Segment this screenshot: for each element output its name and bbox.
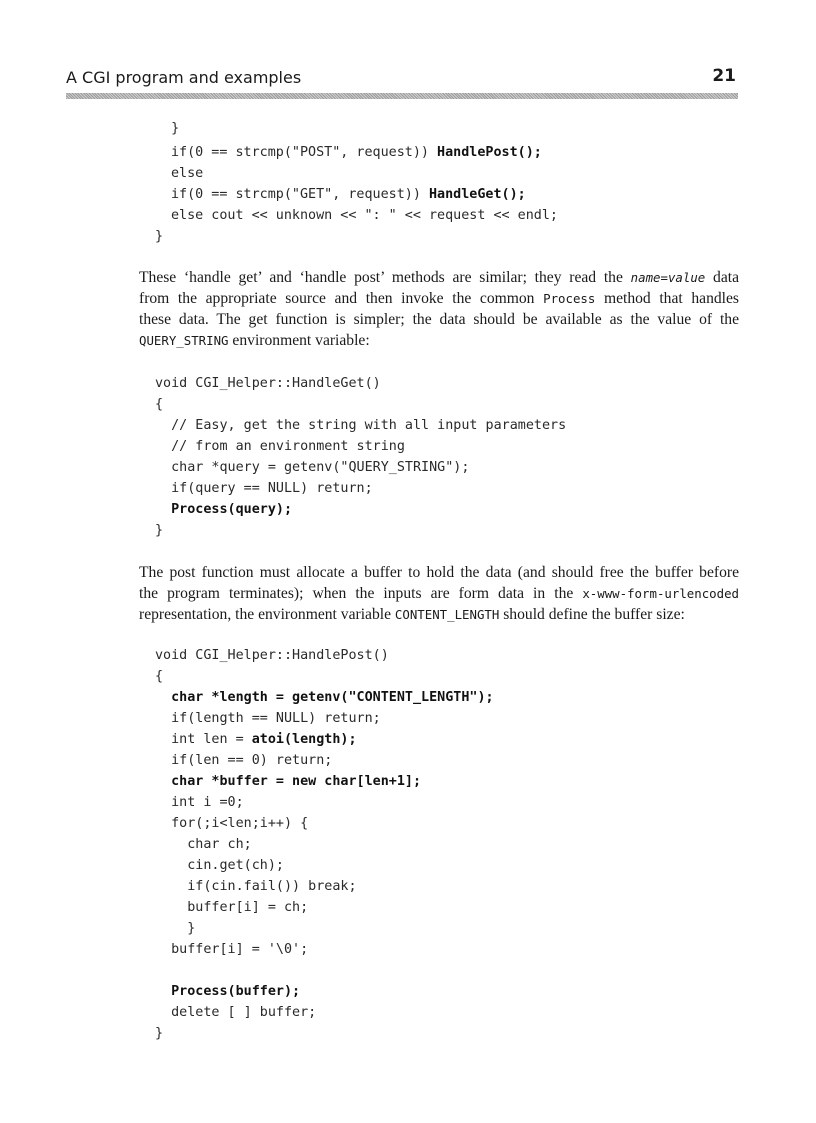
code-line: { [155, 669, 164, 684]
code-line: else [171, 166, 204, 181]
code-line: } [155, 1026, 164, 1041]
code-line: if(length == NULL) return; [155, 711, 381, 726]
text-line: representation, the environment variable CONTENT_LENGTH should define the buffer size: [139, 606, 685, 623]
code-line: char *length = getenv("CONTENT_LENGTH"); [155, 690, 494, 705]
page-number: 21 [712, 66, 736, 86]
code-line: Process(query); [155, 502, 293, 517]
code-bold: HandleGet(); [428, 187, 526, 202]
paragraph-handle-methods [139, 267, 739, 351]
chapter-title: A CGI program and examples [66, 68, 302, 87]
code-line: } [155, 523, 164, 538]
code-line: for(;i<len;i++) { [155, 816, 309, 831]
code-line: else cout << unknown << ": " << request << endl; [171, 208, 558, 223]
code-line: delete [ ] buffer; [155, 1005, 317, 1020]
code-line: char *query = getenv("QUERY_STRING"); [155, 460, 470, 475]
code-line: { [155, 397, 164, 412]
code-line: buffer[i] = ch; [155, 900, 309, 915]
code-line: Process(buffer); [155, 984, 301, 999]
code-line: void CGI_Helper::HandleGet() [155, 376, 381, 391]
code-line: } [155, 921, 196, 936]
code-line: } [155, 121, 180, 136]
code-line: cin.get(ch); [155, 858, 284, 873]
code-line: if(0 == strcmp("GET", request)) HandleGet(); [171, 187, 526, 202]
code-line: buffer[i] = '\0'; [155, 942, 309, 957]
code-line: void CGI_Helper::HandlePost() [155, 648, 389, 663]
code-line: if(query == NULL) return; [155, 481, 373, 496]
code-bold: atoi(length); [251, 732, 357, 747]
paragraph-post-function [139, 562, 739, 625]
code-bold: HandlePost(); [437, 145, 542, 160]
text-line: these data. The get function is simpler; the data should be available as the value of the [139, 311, 739, 328]
code-line: if(cin.fail()) break; [155, 879, 357, 894]
text-line: QUERY_STRING environment variable: [139, 332, 370, 349]
code-line: char *buffer = new char[len+1]; [155, 774, 422, 789]
text-line: the program terminates); when the inputs are form data in the x-www-form-urlencoded [139, 585, 739, 602]
code-line: char ch; [155, 837, 252, 852]
header-rule [66, 93, 738, 99]
code-line: if(0 == strcmp("POST", request)) HandlePost(); [171, 145, 542, 160]
text-line: These ‘handle get’ and ‘handle post’ methods are similar; they read the name=value data [139, 269, 739, 286]
text-line: from the appropriate source and then invoke the common Process method that handles [139, 290, 739, 307]
code-line: // from an environment string [155, 439, 405, 454]
code-line: if(len == 0) return; [155, 753, 333, 768]
code-line: int len = atoi(length); [155, 732, 357, 747]
page-header [66, 66, 738, 90]
code-line: // Easy, get the string with all input parameters [155, 418, 567, 433]
code-line: } [155, 229, 164, 244]
text-line: The post function must allocate a buffer to hold the data (and should free the buffer before [139, 564, 739, 581]
code-line: int i =0; [155, 795, 244, 810]
